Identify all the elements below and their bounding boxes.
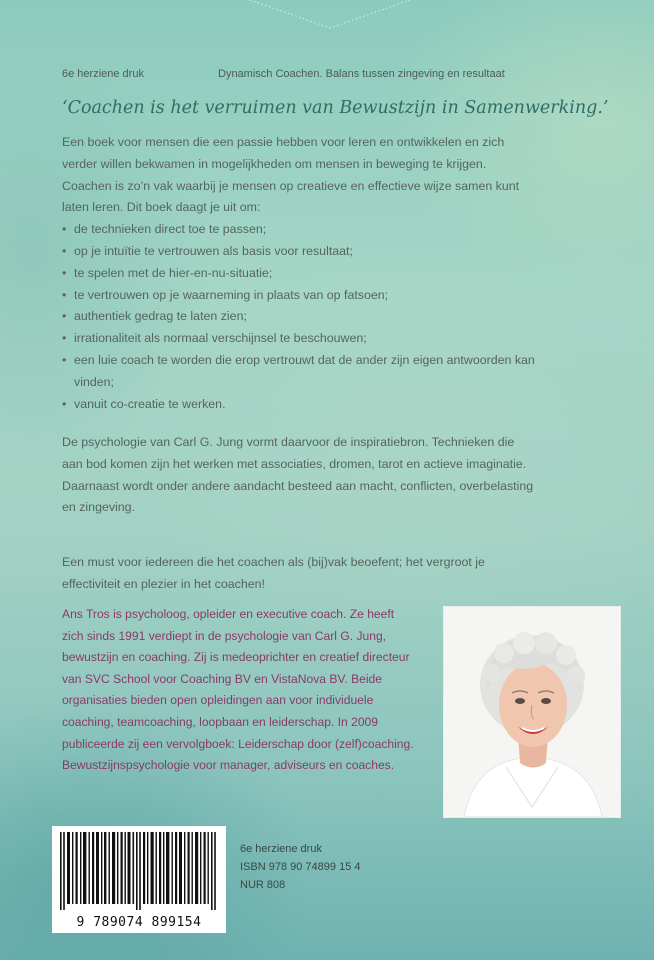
paragraph-line: Daarnaast wordt onder andere aandacht besteed aan macht, conflicten, overbelasting <box>62 478 534 493</box>
info-edition: 6e herziene druk <box>240 843 322 855</box>
intro-line: laten leren. Dit boek daagt je uit om: <box>62 200 261 215</box>
bio-line: coaching, teamcoaching, loopbaan en leiderschap. In 2009 <box>62 714 379 729</box>
paragraph-line: effectiviteit en plezier in het coachen! <box>62 576 265 591</box>
jung-paragraph <box>62 432 592 519</box>
list-item: • irrationaliteit als normaal verschijnsel te beschouwen; <box>62 328 592 350</box>
info-nur: NUR 808 <box>240 879 286 891</box>
bio-line: zich sinds 1991 verdiept in de psychologie van Carl G. Jung, <box>62 628 387 643</box>
bio-line: van SVC School voor Coaching BV en VistaNova BV. Beide <box>62 671 383 686</box>
bio-line: Ans Tros is psycholoog, opleider en executive coach. Ze heeft <box>62 607 395 621</box>
bio-line: publiceerde zij een vervolgboek: Leiderschap door (zelf)coaching. <box>62 736 414 751</box>
bio-line: organisaties bieden open opleidingen aan voor individuele <box>62 693 374 708</box>
paragraph-line: De psychologie van Carl G. Jung vormt daarvoor de inspiratiebron. Technieken die <box>62 435 515 449</box>
intro-line: Coachen is zo’n vak waarbij je mensen op creatieve en effectieve wijze samen kunt <box>62 178 520 193</box>
list-item: • vanuit co-creatie te werken. <box>62 394 592 416</box>
author-portrait-image <box>444 607 620 817</box>
paragraph-line: en zingeving. <box>62 500 136 515</box>
author-photo <box>443 606 621 818</box>
info-isbn: ISBN 978 90 74899 15 4 <box>240 861 361 873</box>
bio-line: Bewustzijnspsychologie voor manager, adviseurs en coaches. <box>62 758 395 773</box>
quote: ‘Coachen is het verruimen van Bewustzijn in Samenwerking.’ <box>62 98 609 118</box>
paragraph-line: aan bod komen zijn het werken met associaties, dromen, tarot en actieve imaginatie. <box>62 456 527 471</box>
author-bio <box>62 604 432 777</box>
barcode-number: 9 789074 899154 <box>76 915 202 930</box>
intro-line: Een boek voor mensen die een passie hebben voor leren en ontwikkelen en zich <box>62 135 505 149</box>
bio-line: bewustzijn en coaching. Zij is medeoprichter en creatief directeur <box>62 650 410 665</box>
closing-paragraph <box>62 552 592 596</box>
paragraph-line: Een must voor iedereen die het coachen als (bij)vak beoefent; het vergroot je <box>62 555 485 569</box>
list-item: • te vertrouwen op je waarneming in plaats van op fatsoen; <box>62 285 592 307</box>
header-edition: 6e herziene druk <box>62 68 144 80</box>
book-info <box>240 840 360 894</box>
header-subtitle: Dynamisch Coachen. Balans tussen zingeving en resultaat <box>218 68 505 80</box>
decorative-lines <box>230 0 430 30</box>
list-item: • de technieken direct toe te passen; <box>62 219 592 241</box>
list-item: • een luie coach te worden die erop vertrouwt dat de ander zijn eigen antwoorden kan vinden; <box>62 350 556 394</box>
intro-block <box>62 132 592 415</box>
barcode <box>52 826 226 933</box>
barcode-bars <box>60 832 218 910</box>
header <box>62 68 594 86</box>
list-item: • authentiek gedrag te laten zien; <box>62 306 592 328</box>
intro-line: verder willen bekwamen in mogelijkheden om mensen in beweging te krijgen. <box>62 156 487 171</box>
challenge-list <box>62 219 592 415</box>
list-item: • op je intuïtie te vertrouwen als basis voor resultaat; <box>62 241 592 263</box>
list-item: • te spelen met de hier-en-nu-situatie; <box>62 263 592 285</box>
